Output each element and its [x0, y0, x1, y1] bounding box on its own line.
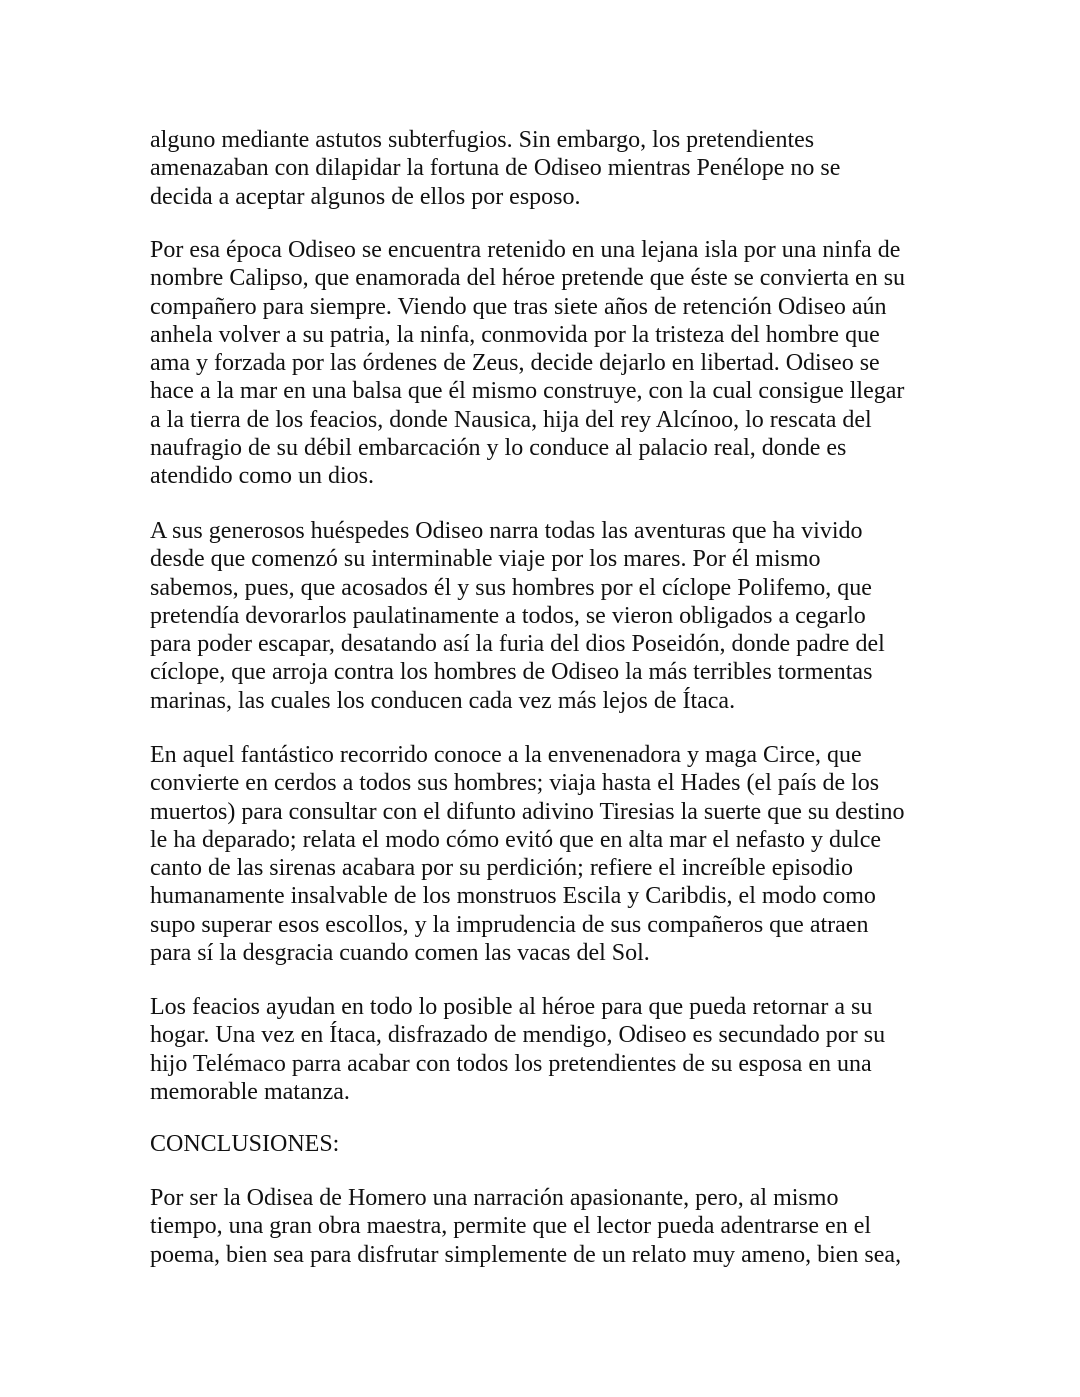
text-line: cíclope, que arroja contra los hombres de Odiseo la más terribles tormentas — [150, 659, 873, 686]
section-heading — [150, 1130, 950, 1158]
text-line: muertos) para consultar con el difunto adivino Tiresias la suerte que su destino — [150, 798, 905, 825]
text-line: canto de las sirenas acabara por su perdición; refiere el increíble episodio — [150, 855, 854, 882]
text-line: ama y forzada por las órdenes de Zeus, decide dejarlo en libertad. Odiseo se — [150, 350, 880, 377]
text-line: memorable matanza. — [150, 1078, 350, 1105]
text-line: decida a aceptar algunos de ellos por esposo. — [150, 183, 581, 210]
text-line: amenazaban con dilapidar la fortuna de Odiseo mientras Penélope no se — [150, 155, 841, 182]
paragraph-feacios — [150, 993, 950, 1106]
text-line: compañero para siempre. Viendo que tras siete años de retención Odiseo aún — [150, 293, 887, 320]
paragraph-calipso — [150, 236, 950, 491]
text-line: poema, bien sea para disfrutar simplemente de un relato muy ameno, bien sea, — [150, 1241, 902, 1268]
text-line: desde que comenzó su interminable viaje por los mares. Por él mismo — [150, 546, 821, 573]
paragraph-polifemo — [150, 517, 950, 715]
text-line: anhela volver a su patria, la ninfa, conmovida por la tristeza del hombre que — [150, 321, 880, 348]
text-line: para sí la desgracia cuando comen las vacas del Sol. — [150, 940, 650, 967]
text-line: atendido como un dios. — [150, 463, 374, 490]
text-line: En aquel fantástico recorrido conoce a la envenenadora y maga Circe, que — [150, 742, 862, 768]
text-line: supo superar esos escollos, y la imprudencia de sus compañeros que atraen — [150, 911, 869, 938]
paragraph-circe — [150, 741, 950, 967]
text-line: le ha deparado; relata el modo cómo evitó que en alta mar el nefasto y dulce — [150, 826, 882, 853]
text-line: hijo Telémaco parra acabar con todos los pretendientes de su esposa en una — [150, 1050, 872, 1077]
text-line: A sus generosos huéspedes Odiseo narra todas las aventuras que ha vivido — [150, 518, 863, 544]
text-line: humanamente insalvable de los monstruos Escila y Caribdis, el modo como — [150, 883, 876, 910]
text-line: sabemos, pues, que acosados él y sus hombres por el cíclope Polifemo, que — [150, 574, 872, 601]
text-line: Por esa época Odiseo se encuentra retenido en una lejana isla por una ninfa de — [150, 237, 901, 263]
text-line: alguno mediante astutos subterfugios. Sin embargo, los pretendientes — [150, 127, 815, 153]
text-line: marinas, las cuales los conducen cada vez más lejos de Ítaca. — [150, 687, 736, 714]
paragraph-conclusion — [150, 1184, 950, 1269]
text-line: pretendía devorarlos paulatinamente a todos, se vieron obligados a cegarlo — [150, 602, 866, 629]
text-line: Por ser la Odisea de Homero una narración apasionante, pero, al mismo — [150, 1185, 839, 1211]
text-line: a la tierra de los feacios, donde Nausica, hija del rey Alcínoo, lo rescata del — [150, 406, 872, 433]
text-line: tiempo, una gran obra maestra, permite que el lector pueda adentrarse en el — [150, 1213, 872, 1240]
text-line: hace a la mar en una balsa que él mismo construye, con la cual consigue llegar — [150, 378, 905, 405]
text-line: hogar. Una vez en Ítaca, disfrazado de mendigo, Odiseo es secundado por su — [150, 1022, 886, 1049]
text-line: convierte en cerdos a todos sus hombres; viaja hasta el Hades (el país de los — [150, 770, 880, 797]
text-line: nombre Calipso, que enamorada del héroe pretende que éste se convierta en su — [150, 265, 906, 292]
text-line: Los feacios ayudan en todo lo posible al héroe para que pueda retornar a su — [150, 994, 873, 1020]
text-line: naufragio de su débil embarcación y lo conduce al palacio real, donde es — [150, 435, 847, 462]
text-line: para poder escapar, desatando así la furia del dios Poseidón, donde padre del — [150, 631, 885, 658]
paragraph-pretendientes — [150, 126, 950, 211]
heading-conclusiones: CONCLUSIONES: — [150, 1131, 340, 1157]
